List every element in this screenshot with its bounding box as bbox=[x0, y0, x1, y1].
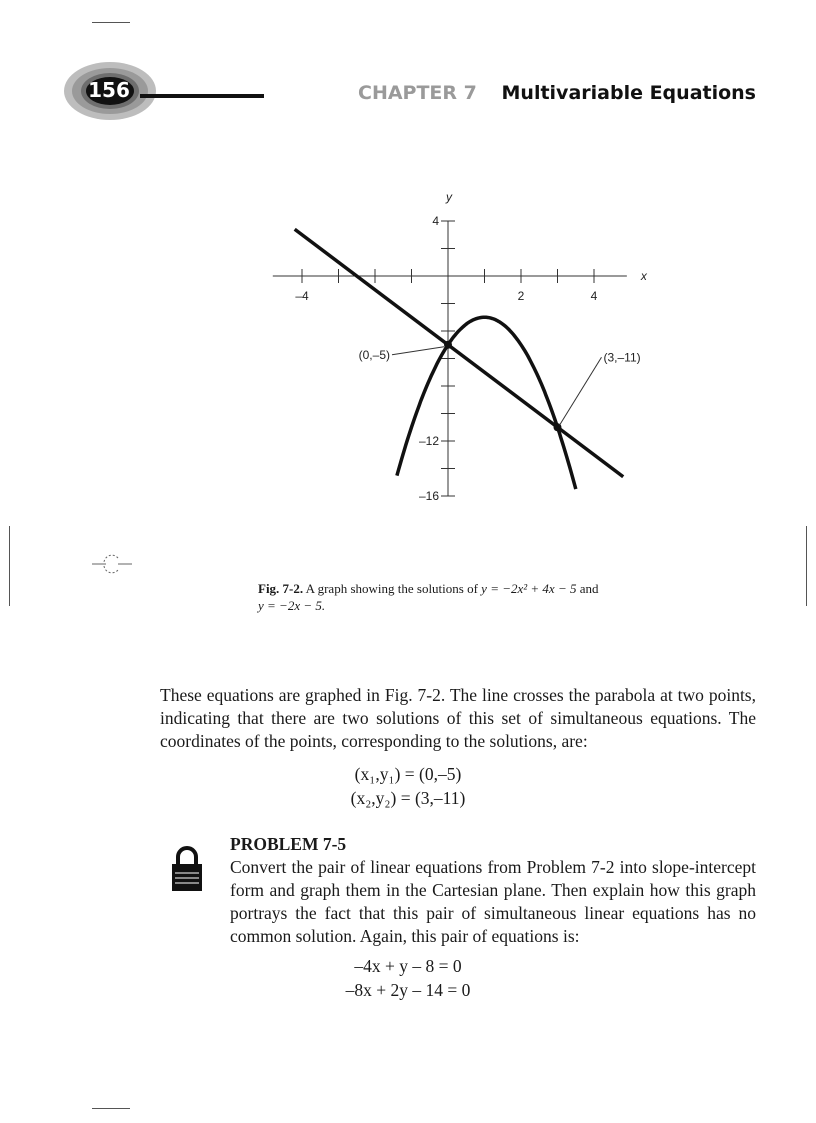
figure-caption bbox=[258, 580, 678, 614]
y-axis-label: y bbox=[446, 190, 452, 204]
page-number: 156 bbox=[88, 78, 130, 102]
caption-and: and bbox=[576, 581, 599, 596]
header-rule bbox=[140, 94, 264, 98]
y-tick-label: 4 bbox=[432, 214, 439, 228]
solution-equations bbox=[0, 762, 816, 810]
crop-mark-bottom bbox=[92, 1108, 130, 1109]
caption-text: A graph showing the solutions of bbox=[303, 581, 482, 596]
lock-icon bbox=[170, 845, 204, 891]
problem-equations bbox=[0, 954, 816, 1002]
point-label: (3,–11) bbox=[603, 350, 641, 365]
x-axis-label: x bbox=[640, 269, 647, 283]
figure-graph bbox=[0, 170, 816, 580]
caption-equation-1: y = −2x² + 4x − 5 bbox=[481, 581, 577, 596]
point-leader-line bbox=[560, 357, 602, 425]
x-tick-label: –4 bbox=[295, 289, 309, 303]
problem-equation-1: –4x + y – 8 = 0 bbox=[354, 956, 462, 976]
chapter-title: Multivariable Equations bbox=[501, 82, 756, 104]
point-leader-line bbox=[392, 347, 444, 355]
solution-1: (x₁,y₁) = (0,–5) bbox=[354, 764, 462, 784]
chapter-heading bbox=[358, 82, 756, 104]
problem-text: Convert the pair of linear equations from Problem 7-2 into slope-intercept form and graph them in the Cartesian plane. Then explain how this graph portrays the fact that this pair of simultaneous linear equations has no common solution. Again, this pair of equations is: bbox=[230, 857, 756, 946]
problem-title: PROBLEM 7-5 bbox=[230, 834, 347, 854]
point-label: (0,–5) bbox=[358, 347, 390, 362]
y-tick-label: –16 bbox=[418, 489, 439, 503]
parabola-curve bbox=[397, 317, 576, 489]
x-tick-label: 4 bbox=[590, 289, 598, 303]
chapter-label: CHAPTER 7 bbox=[358, 82, 477, 104]
x-tick-label: 2 bbox=[517, 289, 525, 303]
problem-equation-2: –8x + 2y – 14 = 0 bbox=[345, 980, 471, 1000]
solution-2: (x₂,y₂) = (3,–11) bbox=[350, 788, 466, 808]
y-tick-label: –12 bbox=[418, 434, 439, 448]
body-paragraph: These equations are graphed in Fig. 7-2. The line crosses the parabola at two points, indicating that there are two solutions of this set of simultaneous equations. The coordinates of the points, corresponding to the solutions, are: bbox=[160, 685, 756, 751]
caption-equation-2: y = −2x − 5. bbox=[258, 598, 326, 613]
solution-point bbox=[444, 341, 452, 349]
caption-figure-ref: Fig. 7-2. bbox=[258, 581, 304, 596]
line-series bbox=[295, 229, 624, 477]
crop-mark-top bbox=[92, 22, 130, 23]
